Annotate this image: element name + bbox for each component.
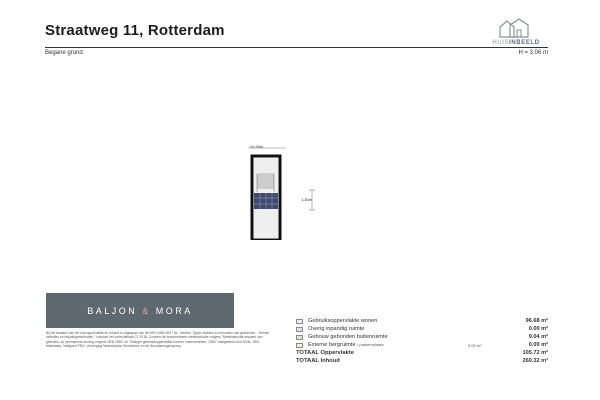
huisinbeeld-logo: [484, 18, 548, 48]
legend-label-main: Externe bergruimte: [308, 342, 356, 348]
plan-length-label: 1.30m: [301, 197, 313, 202]
header-divider: [45, 47, 548, 48]
legend-swatch-other-indoor: [296, 327, 303, 332]
legend-row-other-indoor: [296, 326, 548, 334]
logo-word-light: HUIS: [492, 40, 510, 46]
plan-width-label: ≈0.90m: [250, 144, 264, 149]
total-label: TOTAAL Oppervlakte: [296, 350, 354, 356]
legend-swatch-outdoor: [296, 335, 303, 340]
total-label: TOTAAL Inhoud: [296, 358, 340, 364]
legend-label: Gebouw gebonden buitenruimte: [308, 334, 388, 340]
logo-word-bold: INBEELD: [509, 40, 540, 46]
floor-plan-drawing: [246, 140, 326, 240]
logo-wordmark: [484, 40, 548, 46]
legend-row-outdoor: [296, 334, 548, 342]
houses-logo-icon: [498, 18, 532, 38]
agency-name: [46, 306, 234, 316]
total-area-row: [296, 350, 548, 358]
agency-name-part2: MORA: [155, 306, 193, 316]
legend-label-sub: / parkeerplaats: [357, 342, 384, 347]
legend-value: 9.04 m²: [528, 334, 548, 340]
legend-swatch-storage: [296, 343, 303, 348]
area-legend: [296, 318, 548, 366]
floor-height: H = 3.06 m: [518, 50, 548, 56]
agency-name-part1: BALJON: [87, 306, 138, 316]
floor-plan: [246, 140, 326, 240]
agency-banner: [46, 293, 234, 328]
legend-label: Gebruiksoppervlakte wonen: [308, 318, 378, 324]
legend-label: [308, 342, 384, 348]
legend-swatch-living: [296, 319, 303, 324]
total-value: 105.72 m²: [522, 350, 548, 356]
legend-extra-value: 0.00 m²: [468, 343, 482, 348]
legend-value: 0.00 m²: [528, 326, 548, 332]
agency-ampersand: &: [142, 306, 151, 316]
legend-label: Overig inpandig ruimte: [308, 326, 365, 332]
measurement-disclaimer: Bij het bepalen van de vloeroppervlakte en inhoud is uitgegaan van de NEN 2580:2007 NL. Hiertoe "Opper vlakken en inhouden van gebouwen - Termen definities en bepalingsmethoden", inclusief het correctieblad C1:2018. Conform de branchebrede meetinstructie volgens "Meetinstructie bepalen van gebruiks- op permanente woning volgens NEN 2580" en "Nuttiger gebruiksoppervlakte kunnen onderscheiden -2580" vastgesteld door NVM, VBO Makelaars, Vastgoed PRO, Vereniging Nederlandse Gemeenten en de Woonbelangengroep.: [46, 331, 270, 349]
address-title: Straatweg 11, Rotterdam: [45, 22, 225, 39]
legend-row-living: [296, 318, 548, 326]
legend-value: 96.68 m²: [525, 318, 548, 324]
legend-row-storage: [296, 342, 548, 350]
legend-value: 0.00 m²: [528, 342, 548, 348]
total-value: 260.32 m³: [522, 358, 548, 364]
total-volume-row: [296, 358, 548, 366]
floor-name: Begane grond: [45, 50, 83, 56]
